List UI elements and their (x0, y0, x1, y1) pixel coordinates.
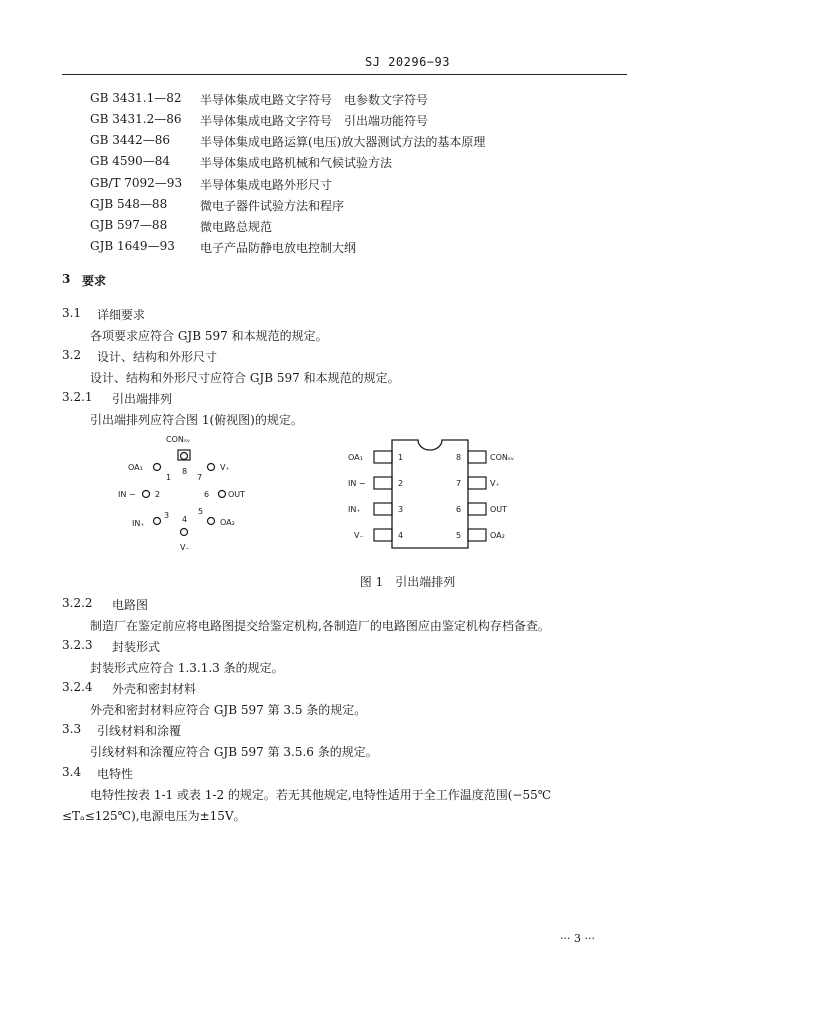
section-number: 3.4 (62, 765, 82, 779)
section-title: 要求 (82, 274, 107, 288)
reference-title: 半导体集成电路文字符号 电参数文字符号 (200, 93, 429, 107)
section-body: 封装形式应符合 1.3.1.3 条的规定。 (90, 661, 284, 675)
pin-circle (154, 518, 161, 525)
header-rule (62, 74, 627, 75)
pin-label: OA₁ (128, 463, 143, 472)
pin-label: OA₂ (220, 518, 235, 527)
pin-circle (181, 529, 188, 536)
pin-circle (208, 464, 215, 471)
reference-title: 半导体集成电路外形尺寸 (200, 178, 333, 192)
pin-number: 3 (164, 511, 170, 520)
pin-label: CONₛᵥ (166, 435, 191, 444)
pin-label: CONₛᵥ (490, 453, 515, 462)
pin-label: IN − (118, 490, 136, 499)
pin-number: 8 (456, 453, 462, 462)
pin-number: 2 (398, 479, 404, 488)
section-number: 3.2.3 (62, 638, 93, 652)
section-number: 3 (62, 272, 71, 286)
section-body: 电特性按表 1-1 或表 1-2 的规定。若无其他规定,电特性适用于全工作温度范围(−55℃ (90, 788, 552, 802)
pin-number: 2 (155, 490, 161, 499)
section-number: 3.2.1 (62, 390, 93, 404)
reference-title: 半导体集成电路运算(电压)放大器测试方法的基本原理 (200, 135, 486, 149)
pin-label: V₋ (180, 543, 190, 552)
reference-code: GJB 548—88 (90, 197, 168, 211)
section-title: 详细要求 (97, 308, 146, 322)
pin-label: IN₊ (132, 519, 145, 528)
pin-number: 3 (398, 505, 404, 514)
section-title: 引出端排列 (112, 392, 173, 406)
reference-code: GJB 1649—93 (90, 239, 175, 253)
reference-title: 电子产品防静电放电控制大纲 (200, 241, 357, 255)
reference-code: GB 3431.2—86 (90, 112, 182, 126)
pin-label: OUT (490, 505, 508, 514)
dip-lead (468, 529, 486, 541)
section-number: 3.3 (62, 722, 82, 736)
reference-title: 微电路总规范 (200, 220, 273, 234)
section-body: 各项要求应符合 GJB 597 和本规范的规定。 (90, 329, 328, 343)
round-package-diagram (118, 435, 245, 552)
pin-number: 4 (182, 515, 188, 524)
pin-arrangement-figure (100, 430, 540, 570)
pin-number: 8 (182, 467, 188, 476)
section-title: 设计、结构和外形尺寸 (97, 350, 218, 364)
pin-label: OA₁ (348, 453, 363, 462)
pin-number: 6 (456, 505, 462, 514)
pin-number: 5 (198, 507, 204, 516)
pin-number: 7 (197, 473, 203, 482)
pin-label: IN − (348, 479, 366, 488)
pin-circle (143, 491, 150, 498)
dip-lead (374, 451, 392, 463)
section-number: 3.2 (62, 348, 82, 362)
pin-number: 7 (456, 479, 462, 488)
section-title: 引线材料和涂覆 (97, 724, 182, 738)
section-body-continued: ≤Tₐ≤125℃),电源电压为±15V。 (62, 809, 246, 823)
document-header-code: SJ 20296−93 (365, 55, 450, 69)
reference-title: 半导体集成电路文字符号 引出端功能符号 (200, 114, 429, 128)
reference-title: 微电子器件试验方法和程序 (200, 199, 345, 213)
section-title: 电特性 (97, 767, 134, 781)
pin-label: V₊ (490, 479, 500, 488)
pin-number: 1 (398, 453, 404, 462)
section-body: 设计、结构和外形尺寸应符合 GJB 597 和本规范的规定。 (90, 371, 400, 385)
dip-lead (468, 451, 486, 463)
section-body: 外壳和密封材料应符合 GJB 597 第 3.5 条的规定。 (90, 703, 367, 717)
pin-number: 1 (166, 473, 172, 482)
dip-lead (468, 477, 486, 489)
reference-code: GJB 597—88 (90, 218, 168, 232)
section-body: 引线材料和涂覆应符合 GJB 597 第 3.5.6 条的规定。 (90, 745, 378, 759)
dip-lead (468, 503, 486, 515)
section-title: 外壳和密封材料 (112, 682, 197, 696)
reference-title: 半导体集成电路机械和气候试验方法 (200, 156, 393, 170)
reference-code: GB 3442—86 (90, 133, 171, 147)
pin-number: 5 (456, 531, 462, 540)
section-number: 3.2.2 (62, 596, 93, 610)
reference-code: GB 3431.1—82 (90, 91, 182, 105)
dip-lead (374, 503, 392, 515)
pin-circle (154, 464, 161, 471)
pin-number: 6 (204, 490, 210, 499)
pin-number: 4 (398, 531, 404, 540)
pin-circle (208, 518, 215, 525)
reference-code: GB/T 7092—93 (90, 176, 183, 190)
dip-lead (374, 529, 392, 541)
section-number: 3.1 (62, 306, 82, 320)
pin-label: IN₊ (348, 505, 361, 514)
section-body: 引出端排列应符合图 1(俯视图)的规定。 (90, 413, 303, 427)
section-title: 电路图 (112, 598, 149, 612)
section-body: 制造厂在鉴定前应将电路图提交给鉴定机构,各制造厂的电路图应由鉴定机构存档备查。 (90, 619, 550, 633)
section-number: 3.2.4 (62, 680, 93, 694)
reference-code: GB 4590—84 (90, 154, 171, 168)
page-number: ··· 3 ··· (560, 932, 595, 945)
pin-circle (219, 491, 226, 498)
pin-label: OA₂ (490, 531, 505, 540)
pin-label: OUT (228, 490, 246, 499)
dip-lead (374, 477, 392, 489)
pin-circle (181, 453, 188, 460)
pin-label: V₋ (354, 531, 364, 540)
pin-label: V₊ (220, 463, 230, 472)
section-title: 封装形式 (112, 640, 161, 654)
figure-caption: 图 1 引出端排列 (359, 575, 456, 589)
dip-package-diagram (348, 440, 514, 548)
